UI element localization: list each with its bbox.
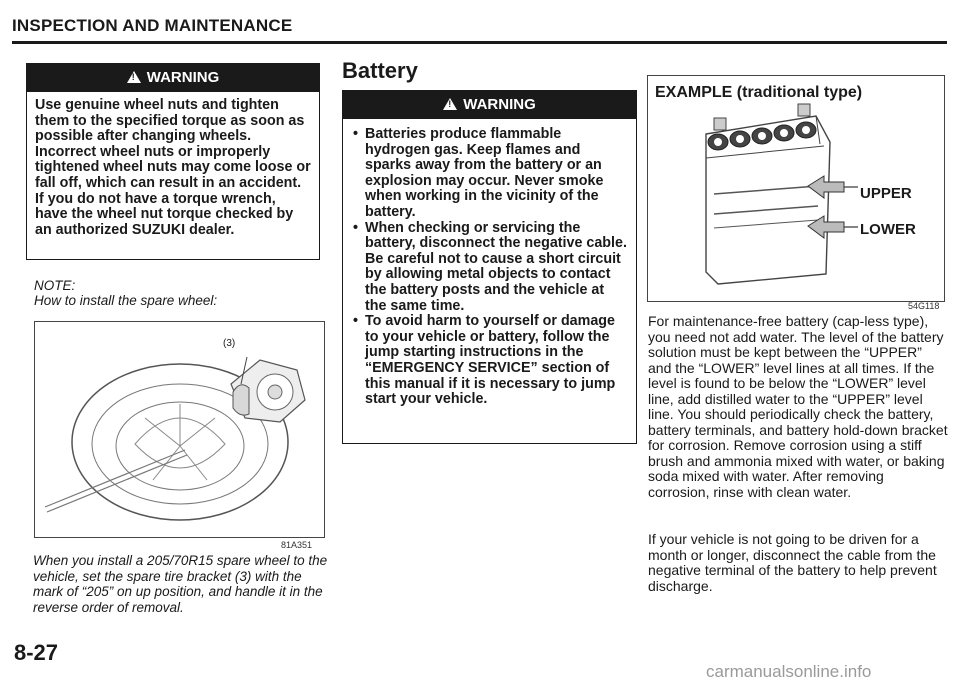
maintenance-free-paragraph: For maintenance-free battery (cap-less type), you need not add water. The level of the battery solution must be kept between the “UPPER” and the “LOWER” level lines at all times. If the level is found to be below the “LOWER” level line, add distilled water to the “UPPER” level line. You should periodically check the battery, battery terminals, and battery hold-down bracket for corrosion. Remove corrosion using a stiff brush and ammonia mixed with water, or baking soda mixed with water. After removing corrosion, rinse with clean water. [648, 313, 948, 500]
warning-triangle-icon [443, 98, 457, 110]
battery-warning-item: • Batteries produce flammable hydrogen gas. Keep flames and sparks away from the battery or an explosion may occur. Never smoke when working in the vicinity of the battery. [353, 127, 628, 221]
page-header-title: INSPECTION AND MAINTENANCE [12, 16, 293, 35]
note-label: NOTE: [34, 278, 76, 293]
page-number: 8-27 [14, 640, 59, 665]
battery-figure-code: 54G118 [908, 301, 940, 311]
bracket-callout-label: (3) [223, 338, 236, 349]
warning-triangle-icon [127, 71, 141, 83]
warning-banner-label: WARNING [146, 69, 220, 86]
warning-banner-label: WARNING [463, 96, 536, 113]
note-text: How to install the spare wheel: [34, 293, 218, 308]
long-storage-paragraph: If your vehicle is not going to be driven for a month or longer, disconnect the cable from the negative terminal of the battery to help prevent discharge. [648, 531, 937, 594]
wheel-nut-warning-box [26, 63, 320, 260]
lower-level-label: LOWER [860, 221, 916, 238]
battery-warning-list [343, 119, 636, 414]
spare-wheel-illustration [35, 322, 324, 537]
upper-level-label: UPPER [860, 185, 912, 202]
section-title-battery: Battery [342, 58, 418, 83]
watermark: carmanualsonline.info [706, 662, 872, 681]
wheel-nut-warning-text: Use genuine wheel nuts and tighten them to the specified torque as soon as possible after changing wheels. Incorrect wheel nuts or improperly tightened wheel nuts may come loose or fall off, which can result in an accident. If you do not have a torque wrench, have the wheel nut torque checked by an authorized SUZUKI dealer. [35, 97, 311, 238]
spare-wheel-figure [34, 321, 325, 550]
battery-level-figure [647, 75, 945, 302]
battery-figure-title: EXAMPLE (traditional type) [655, 84, 863, 101]
header-rule [12, 41, 947, 44]
battery-warning-item: • To avoid harm to yourself or damage to your vehicle or battery, follow the jump starting instructions in the “EMERGENCY SERVICE” section of this manual if it is necessary to jump start your vehicle. [353, 314, 628, 408]
warning-banner [27, 64, 319, 92]
battery-warning-item: • When checking or servicing the battery, disconnect the negative cable. Be careful not to cause a short circuit by allowing metal objects to contact the battery posts and the vehicle at the same time. [353, 221, 628, 315]
figure-code: 81A351 [281, 540, 313, 550]
warning-banner [343, 91, 636, 119]
battery-warning-box [342, 90, 637, 444]
spare-wheel-caption: When you install a 205/70R15 spare wheel to the vehicle, set the spare tire bracket (3) with the mark of “205” on up position, and handle it in the reverse order of removal. [33, 553, 328, 615]
